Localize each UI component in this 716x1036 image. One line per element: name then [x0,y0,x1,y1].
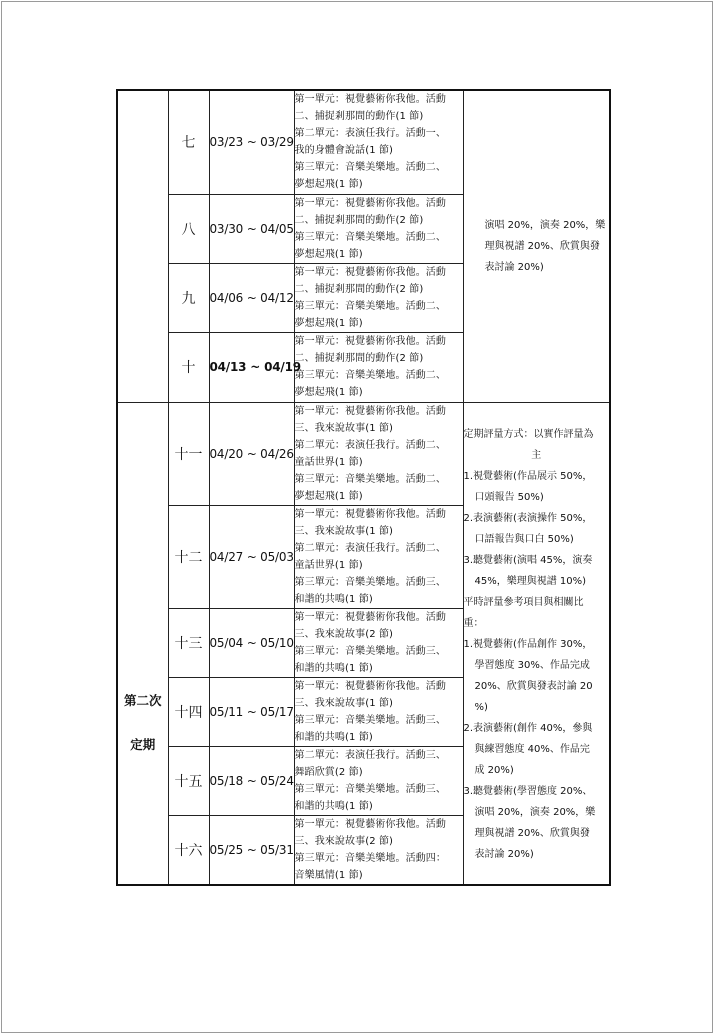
content-line: 第一單元：視覺藝術你我他。活動 [294,336,446,347]
content-line: 三、我來說故事(1 節) [294,697,394,709]
content-cell [294,677,463,746]
week-cell: 八 [168,194,209,263]
date-cell: 04/27 ~ 05/03 [209,505,294,608]
date-cell: 04/06 ~ 04/12 [209,263,294,332]
content-line: 第一單元：視覺藝術你我他。活動 [294,508,446,520]
content-line: 舞蹈欣賞(2 節) [294,766,363,778]
table-row [117,402,610,505]
week-cell: 十四 [168,677,209,746]
content-cell [294,402,463,505]
period-label-cell [117,402,168,885]
content-line: 第一單元：視覺藝術你我他。活動 [294,680,446,692]
content-line: 第三單元：音樂美樂地。活動二、 [294,162,446,174]
table-row [117,90,610,194]
content-line: 夢想起飛(1 節) [294,179,363,191]
content-line: 三、我來說故事(1 節) [294,422,394,434]
content-line: 第一單元：視覺藝術你我他。活動 [294,266,446,278]
content-cell [294,90,463,194]
content-line: 三、我來說故事(2 節) [294,628,394,640]
period-cell-first [117,90,168,402]
content-line: 童話世界(1 節) [294,456,363,468]
content-line: 第一單元：視覺藝術你我他。活動 [294,94,446,106]
content-line: 第二單元：表演任我行。活動二、 [294,439,446,451]
content-cell [294,332,463,402]
evaluation-line: 定期評量方式：以實作評量為 [463,428,594,440]
evaluation-line: 理與視譜 20%、欣賞與發 [474,827,590,839]
content-cell [294,608,463,677]
content-line: 夢想起飛(1 節) [294,387,363,398]
evaluation-line: 3.聽覺藝術(學習態度 20%、 [463,785,593,797]
evaluation-line: 表討論 20%) [484,261,544,273]
evaluation-line: 20%、欣賞與發表討論 20 [474,680,593,692]
content-line: 我的身體會說話(1 節) [294,145,394,157]
schedule-table [116,89,611,886]
content-line: 第二單元：表演任我行。活動二、 [294,542,446,554]
evaluation-line: 演唱 20%，演奏 20%，樂 [474,806,596,818]
evaluation-line: 與練習態度 40%、作品完 [474,743,590,755]
period-label-line: 第二次 [123,693,162,709]
content-cell [294,746,463,815]
content-line: 童話世界(1 節) [294,559,363,571]
content-line: 和諧的共鳴(1 節) [294,731,373,743]
date-cell: 04/13 ~ 04/19 [209,332,294,402]
content-line: 第三單元：音樂美樂地。活動三、 [294,645,446,657]
week-cell: 七 [168,90,209,194]
date-cell: 05/11 ~ 05/17 [209,677,294,746]
content-line: 第二單元：表演任我行。活動一、 [294,128,446,140]
content-line: 和諧的共鳴(1 節) [294,662,373,674]
content-line: 夢想起飛(1 節) [294,490,363,502]
content-line: 第一單元：視覺藝術你我他。活動 [294,197,446,209]
evaluation-line: 1.視覺藝術(作品創作 30%， [463,638,593,650]
evaluation-line: 1.視覺藝術(作品展示 50%， [463,470,593,482]
content-line: 第三單元：音樂美樂地。活動二、 [294,370,446,381]
evaluation-line: 理與視譜 20%、欣賞與發 [484,240,600,252]
week-cell: 十五 [168,746,209,815]
content-line: 第三單元：音樂美樂地。活動二、 [294,300,446,312]
evaluation-line: 表討論 20%) [474,848,534,860]
evaluation-cell-top [463,90,610,402]
date-cell: 03/23 ~ 03/29 [209,90,294,194]
evaluation-line: 主 [531,449,542,461]
content-line: 第三單元：音樂美樂地。活動四： [294,852,446,864]
date-cell: 05/25 ~ 05/31 [209,815,294,885]
content-line: 二、捕捉剎那間的動作(2 節) [294,283,424,295]
week-cell: 十二 [168,505,209,608]
week-cell: 九 [168,263,209,332]
evaluation-line: 成 20%) [474,764,514,776]
content-line: 夢想起飛(1 節) [294,248,363,260]
date-cell: 04/20 ~ 04/26 [209,402,294,505]
content-line: 第三單元：音樂美樂地。活動三、 [294,714,446,726]
content-line: 夢想起飛(1 節) [294,317,363,329]
period-label-line: 定期 [130,737,156,753]
content-line: 第三單元：音樂美樂地。活動二、 [294,231,446,243]
content-line: 第三單元：音樂美樂地。活動二、 [294,473,446,485]
date-cell: 05/04 ~ 05/10 [209,608,294,677]
content-line: 第一單元：視覺藝術你我他。活動 [294,611,446,623]
evaluation-line: 重： [463,617,484,629]
evaluation-line: 演唱 20%，演奏 20%，樂 [484,219,606,231]
evaluation-line: 口語報告與口白 50%) [474,533,574,545]
content-cell [294,263,463,332]
evaluation-line: 45%，樂理與視譜 10%) [474,575,587,587]
content-line: 第一單元：視覺藝術你我他。活動 [294,818,446,830]
content-cell [294,815,463,885]
content-cell [294,505,463,608]
content-line: 二、捕捉剎那間的動作(2 節) [294,353,424,364]
week-cell: 十六 [168,815,209,885]
content-line: 和諧的共鳴(1 節) [294,800,373,812]
content-line: 第二單元：表演任我行。活動三、 [294,749,446,761]
date-cell: 05/18 ~ 05/24 [209,746,294,815]
week-cell: 十三 [168,608,209,677]
content-line: 第三單元：音樂美樂地。活動三、 [294,576,446,588]
evaluation-line: 學習態度 30%、作品完成 [474,659,590,671]
date-cell: 03/30 ~ 04/05 [209,194,294,263]
content-line: 第三單元：音樂美樂地。活動三、 [294,783,446,795]
week-cell: 十一 [168,402,209,505]
evaluation-line: 平時評量參考項目與相關比 [463,596,584,608]
content-line: 音樂風情(1 節) [294,869,363,881]
content-line: 二、捕捉剎那間的動作(2 節) [294,214,424,226]
week-cell: 十 [168,332,209,402]
content-cell [294,194,463,263]
content-line: 和諧的共鳴(1 節) [294,593,373,605]
content-line: 三、我來說故事(1 節) [294,525,394,537]
content-line: 二、捕捉剎那間的動作(1 節) [294,111,424,123]
evaluation-line: 2.表演藝術(表演操作 50%， [463,512,593,524]
evaluation-cell-bottom [463,402,610,885]
content-line: 第一單元：視覺藝術你我他。活動 [294,405,446,417]
evaluation-line: %) [474,701,488,713]
evaluation-line: 口頭報告 50%) [474,491,544,503]
evaluation-line: 3.聽覺藝術(演唱 45%，演奏 [463,554,593,566]
evaluation-line: 2.表演藝術(創作 40%，參與 [463,722,593,734]
content-line: 三、我來說故事(2 節) [294,835,394,847]
